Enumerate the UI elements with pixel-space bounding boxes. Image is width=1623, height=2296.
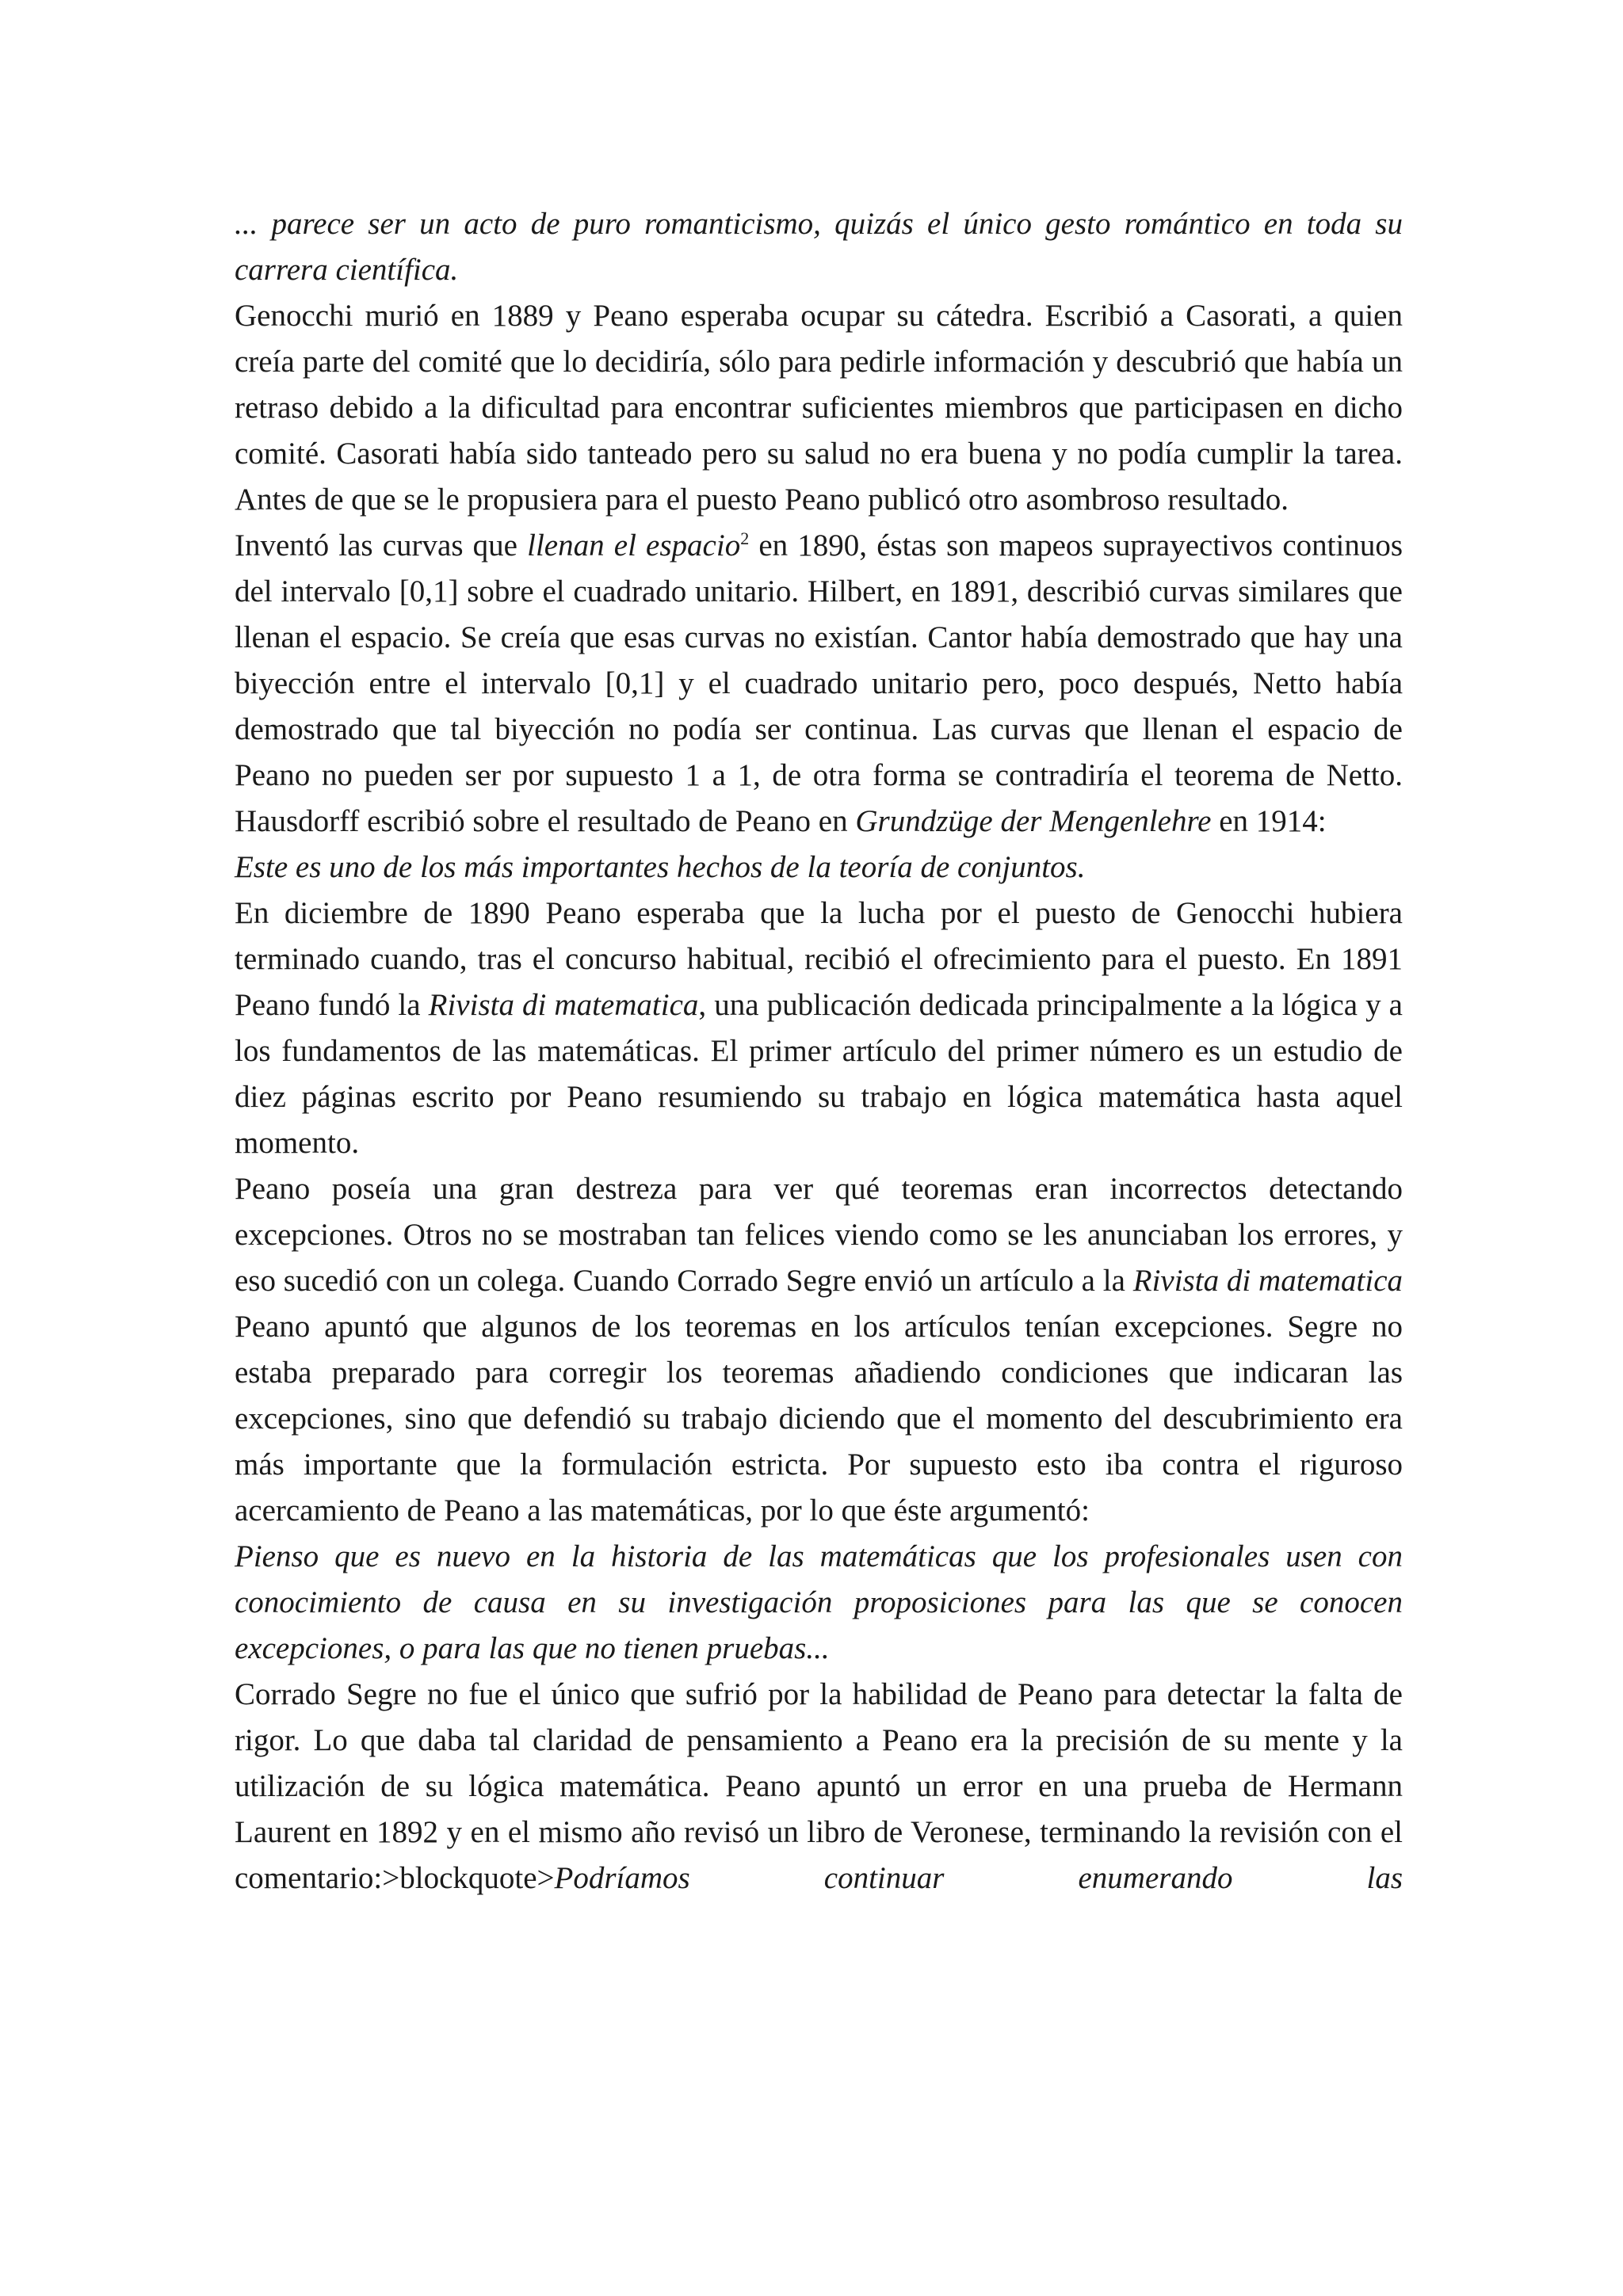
term-llenan-el-espacio: llenan el espacio bbox=[527, 528, 741, 563]
footnote-ref-2: 2 bbox=[740, 528, 750, 548]
quote-romanticism: ... parece ser un acto de puro romanticismo, quizás el único gesto romántico en toda su carrera científica. bbox=[235, 207, 1403, 287]
title-rivista-di-matematica-2: Rivista di matematica bbox=[1132, 1264, 1403, 1298]
quote-hausdorff: Este es uno de los más importantes hechos de la teoría de conjuntos. bbox=[235, 850, 1086, 884]
paragraph-genocchi: Genocchi murió en 1889 y Peano esperaba ocupar su cátedra. Escribió a Casorati, a quien creía parte del comité que lo decidiría, sólo para pedirle información y descubrió que había un retraso debido a la dificultad para encontrar suficientes miembros que participasen en dicho comité. Casorati había sido tanteado pero su salud no era buena y no podía cumplir la tarea. Antes de que se le propusiera para el puesto Peano publicó otro asombroso resultado. bbox=[235, 299, 1403, 517]
document-body bbox=[235, 201, 1403, 1901]
title-grundzuge: Grundzüge der Mengenlehre bbox=[855, 804, 1212, 838]
quote-podriamos: Podríamos continuar enumerando las bbox=[554, 1861, 1403, 1895]
title-rivista-di-matematica: Rivista di matematica bbox=[428, 988, 699, 1022]
paragraph-space-filling-curves: Inventó las curvas que llenan el espacio$^2$ en 1890, éstas son mapeos suprayectivos continuos del intervalo [0,1] sobre el cuadrado unitario. Hilbert, en 1891, describió curvas similares que llenan el espacio. Se creía que esas curvas no existían. Cantor había demostrado que hay una biyección entre el intervalo [0,1] y el cuadrado unitario pero, poco después, Netto había demostrado que tal biyección no podía ser continua. Las curvas que llenan el espacio de Peano no pueden ser por supuesto 1 a 1, de otra forma se contradiría el teorema de Netto. Hausdorff escribió sobre el resultado de Peano en Grundzüge der Mengenlehre en 1914: bbox=[235, 528, 1403, 838]
paragraph-rivista: En diciembre de 1890 Peano esperaba que la lucha por el puesto de Genocchi hubiera terminado cuando, tras el concurso habitual, recibió el ofrecimiento para el puesto. En 1891 Peano fundó la Rivista di matematica, una publicación dedicada principalmente a la lógica y a los fundamentos de las matemáticas. El primer artículo del primer número es un estudio de diez páginas escrito por Peano resumiendo su trabajo en lógica matemática hasta aquel momento. bbox=[235, 896, 1403, 1160]
quote-peano: Pienso que es nuevo en la historia de las matemáticas que los profesionales usen con conocimiento de causa en su investigación proposiciones para las que se conocen excepciones, o para las que no tienen pruebas... bbox=[235, 1539, 1403, 1665]
paragraph-laurent-veronese: Corrado Segre no fue el único que sufrió por la habilidad de Peano para detectar la falta de rigor. Lo que daba tal claridad de pensamiento a Peano era la precisión de su mente y la utilización de su lógica matemática. Peano apuntó un error en una prueba de Hermann Laurent en 1892 y en el mismo año revisó un libro de Veronese, terminando la revisión con el comentario:>blockquote>Podríamos continuar enumerando las bbox=[235, 1677, 1403, 1895]
paragraph-segre: Peano poseía una gran destreza para ver qué teoremas eran incorrectos detectando excepciones. Otros no se mostraban tan felices viendo como se les anunciaban los errores, y eso sucedió con un colega. Cuando Corrado Segre envió un artículo a la Rivista di matematica Peano apuntó que algunos de los teoremas en los artículos tenían excepciones. Segre no estaba preparado para corregir los teoremas añadiendo condiciones que indicaran las excepciones, sino que defendió su trabajo diciendo que el momento del descubrimiento era más importante que la formulación estricta. Por supuesto esto iba contra el riguroso acercamiento de Peano a las matemáticas, por lo que éste argumentó: bbox=[235, 1172, 1403, 1527]
